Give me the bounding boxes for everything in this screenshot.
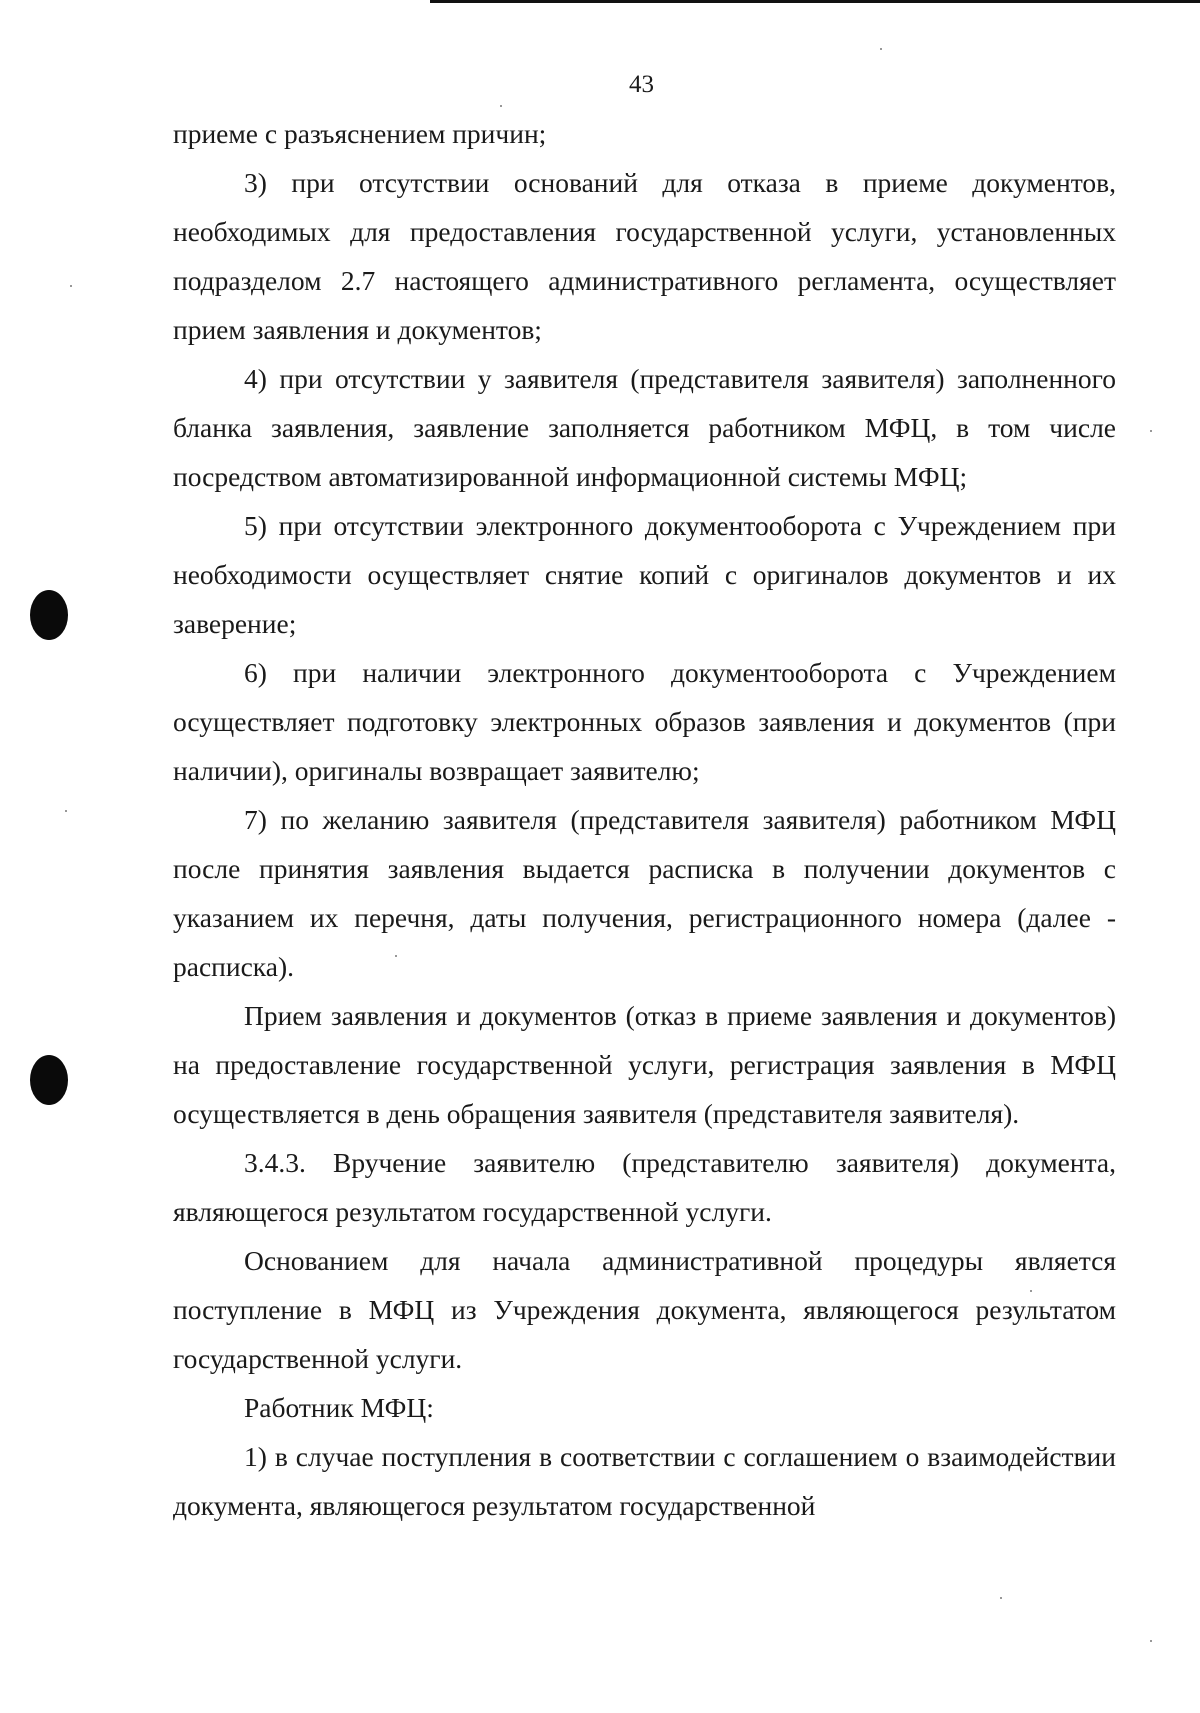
top-border-line (430, 0, 1200, 3)
punch-hole-mark-upper (30, 590, 68, 640)
paragraph: 4) при отсутствии у заявителя (представителя заявителя) заполненного бланка заявления, заявление заполняется работником МФЦ, в том числе посредством автоматизированной информационной системы МФЦ; (173, 363, 1116, 492)
document-body (173, 109, 1116, 1530)
paragraph: Работник МФЦ: (244, 1392, 434, 1423)
paragraph: приеме с разъяснением причин; (173, 118, 547, 149)
scan-speck (500, 105, 502, 107)
paragraph: 3.4.3. Вручение заявителю (представителю заявителя) документа, являющегося результатом государственной услуги. (173, 1147, 1116, 1227)
scan-speck (1150, 430, 1152, 432)
paragraph: 5) при отсутствии электронного документооборота с Учреждением при необходимости осуществляет снятие копий с оригиналов документов и их заверение; (173, 510, 1116, 639)
scan-speck (1000, 1597, 1002, 1599)
paragraph: 3) при отсутствии оснований для отказа в приеме документов, необходимых для предоставления государственной услуги, установленных подразделом 2.7 настоящего административного регламента, осуществляет прием заявления и документов; (173, 167, 1116, 345)
paragraph: 1) в случае поступления в соответствии с соглашением о взаимодействии документа, являющегося результатом государственной (173, 1441, 1116, 1521)
paragraph: Основанием для начала административной процедуры является поступление в МФЦ из Учреждения документа, являющегося результатом государственной услуги. (173, 1245, 1116, 1374)
punch-hole-mark-lower (30, 1055, 68, 1105)
scan-speck (65, 810, 67, 812)
scan-speck (880, 48, 882, 50)
paragraph: Прием заявления и документов (отказ в приеме заявления и документов) на предоставление государственной услуги, регистрация заявления в МФЦ осуществляется в день обращения заявителя (представителя заявителя). (173, 1000, 1116, 1129)
paragraph: 6) при наличии электронного документооборота с Учреждением осуществляет подготовку электронных образов заявления и документов (при наличии), оригиналы возвращает заявителю; (173, 657, 1116, 786)
scan-speck (1150, 1640, 1152, 1642)
scan-speck (70, 285, 72, 287)
paragraph: 7) по желанию заявителя (представителя заявителя) работником МФЦ после принятия заявления выдается расписка в получении документов с указанием их перечня, даты получения, регистрационного номера (далее - расписка). (173, 804, 1116, 982)
page-number: 43 (629, 71, 654, 98)
